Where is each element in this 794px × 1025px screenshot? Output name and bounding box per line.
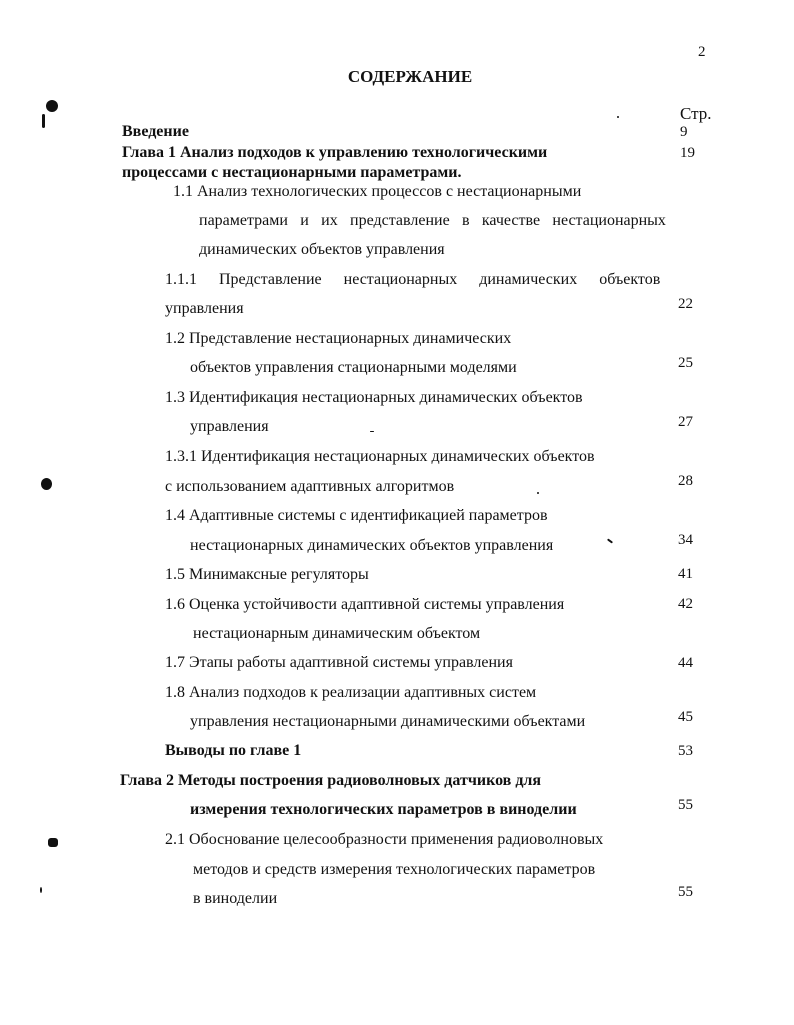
toc-chapter-2-line-2: измерения технологических параметров в виноделии — [190, 801, 577, 818]
toc-section-1-3-1-line-1: 1.3.1 Идентификация нестационарных динамических объектов — [165, 448, 595, 465]
toc-chapter-1-line-2: процессами с нестационарными параметрами. — [122, 164, 462, 181]
toc-page-1-3-1: 28 — [678, 473, 693, 489]
toc-page-1-1-1: 22 — [678, 296, 693, 312]
scan-speck — [48, 838, 58, 847]
toc-section-1-2-line-2: объектов управления стационарными моделями — [190, 359, 517, 376]
toc-entry-intro: Введение — [122, 123, 189, 140]
toc-section-1-3-line-1: 1.3 Идентификация нестационарных динамических объектов — [165, 389, 583, 406]
justified-word: и — [300, 212, 309, 229]
toc-section-1-6-line-1: 1.6 Оценка устойчивости адаптивной системы управления — [165, 596, 565, 613]
toc-page-conclusions-1: 53 — [678, 743, 693, 759]
justified-word: представление — [350, 212, 450, 229]
toc-section-1-8-line-1: 1.8 Анализ подходов к реализации адаптивных систем — [165, 684, 537, 701]
toc-section-1-1-1-line-2: управления — [165, 300, 244, 317]
toc-section-1-6-line-2: нестационарным динамическим объектом — [193, 625, 481, 642]
toc-chapter-1-conclusions: Выводы по главе 1 — [165, 742, 302, 759]
scan-speck — [46, 100, 58, 112]
toc-page-intro: 9 — [680, 124, 688, 140]
toc-page-1-3: 27 — [678, 414, 693, 430]
scan-speck — [40, 887, 42, 893]
justified-word: их — [321, 212, 338, 229]
scan-speck — [42, 114, 45, 128]
toc-section-1-3-1-line-2: с использованием адаптивных алгоритмов — [165, 478, 455, 495]
page-column-header: Стр. — [680, 104, 712, 123]
toc-section-1-3-line-2: управления — [190, 418, 269, 435]
justified-word: качестве — [481, 212, 541, 229]
toc-chapter-1-line-1: Глава 1 Анализ подходов к управлению технологическими — [122, 144, 548, 161]
justified-word: параметрами — [199, 212, 288, 229]
toc-section-1-1-1-line-1: 1.1.1 Представление нестационарных динамических объектов — [165, 271, 661, 288]
toc-section-1-7: 1.7 Этапы работы адаптивной системы управления — [165, 654, 513, 671]
scan-speck — [617, 116, 619, 118]
toc-section-1-1-line-1: 1.1 Анализ технологических процессов с нестационарными — [173, 183, 582, 200]
toc-section-2-1-line-2: методов и средств измерения технологических параметров — [193, 861, 596, 878]
toc-section-1-4-line-2: нестационарных динамических объектов управления — [190, 537, 554, 554]
toc-section-1-5: 1.5 Минимаксные регуляторы — [165, 566, 369, 583]
toc-page-1-7: 44 — [678, 655, 693, 671]
toc-page-chapter-2: 55 — [678, 797, 693, 813]
toc-section-1-1-line-2 — [199, 211, 666, 231]
toc-page-chapter-1: 19 — [680, 145, 695, 161]
toc-section-1-8-line-2: управления нестационарными динамическими объектами — [190, 713, 586, 730]
page-number: 2 — [698, 44, 706, 60]
toc-section-1-1-line-3: динамических объектов управления — [199, 241, 445, 258]
scan-speck — [607, 538, 613, 543]
toc-section-1-2-line-1: 1.2 Представление нестационарных динамических — [165, 330, 512, 347]
justified-word: нестационарных — [552, 212, 666, 229]
toc-page-1-8: 45 — [678, 709, 693, 725]
page-title: СОДЕРЖАНИЕ — [347, 67, 473, 86]
toc-section-2-1-line-1: 2.1 Обоснование целесообразности применения радиоволновых — [165, 831, 604, 848]
toc-page-1-6: 42 — [678, 596, 693, 612]
toc-page-1-2: 25 — [678, 355, 693, 371]
toc-page-2-1: 55 — [678, 884, 693, 900]
toc-section-2-1-line-3: в виноделии — [193, 890, 278, 907]
scan-speck — [537, 492, 539, 494]
justified-word: в — [461, 212, 470, 229]
toc-page-1-4: 34 — [678, 532, 693, 548]
scan-speck — [41, 478, 52, 490]
toc-chapter-2-line-1: Глава 2 Методы построения радиоволновых датчиков для — [120, 772, 542, 789]
toc-section-1-4-line-1: 1.4 Адаптивные системы с идентификацией параметров — [165, 507, 548, 524]
scan-speck — [370, 431, 374, 432]
toc-page-1-5: 41 — [678, 566, 693, 582]
